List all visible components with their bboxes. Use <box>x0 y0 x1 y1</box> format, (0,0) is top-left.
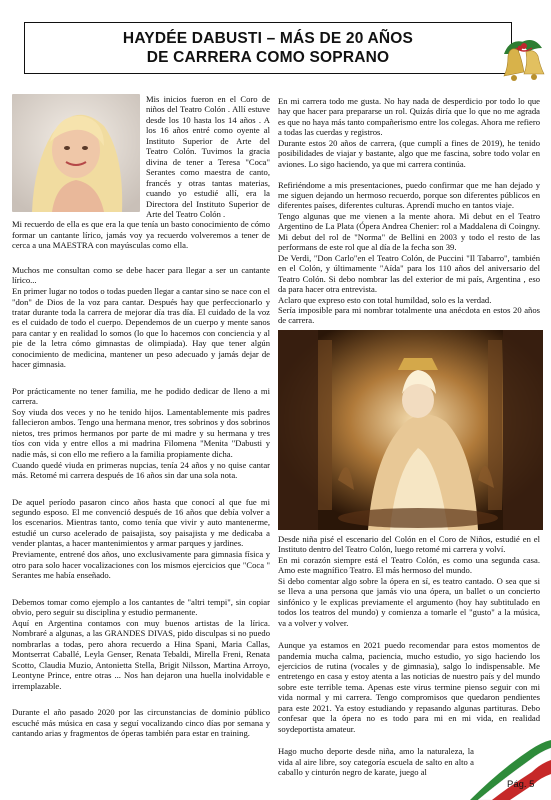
left-paragraph-11: Durante el año pasado 2020 por las circunstancias de dominio público escuché más música en casa y seguí vocalizando cinco días por semana y cantando arias y fragmentos de óperas también para estar en training. <box>12 707 270 738</box>
title-line-1: HAYDÉE DABUSTI – MÁS DE 20 AÑOS <box>122 30 414 47</box>
right-paragraph-7: Sería imposible para mi nombrar totalmente una anécdota en estos 20 años de carrera. <box>278 305 540 326</box>
right-paragraph-5: De Verdi, "Don Carlo"en el Teatro Colón, de Puccini "Il Tabarro", también en el Colón, y últimamente "Aída" para los 110 años del aniversario del Teatro Colón. Si debo nombrar las del exterior de mi país, Argentina , eso da para hacer otra entrevista. <box>278 252 540 295</box>
right-paragraph-6: Aclaro que expreso esto con total humildad, solo es la verdad. <box>278 294 492 305</box>
right-paragraph-10: Si debo comentar algo sobre la ópera en sí, es teatro cantado. O sea que si se lleva a una persona que jamás vio una ópera, un ballet o un concierto sinfónico y le explicas previamente el argumento (hoy hay subtitulado en todos los teatros del mundo) y comienza a tomarle el "gusto" a la música, va a volver y volver. <box>278 575 540 628</box>
left-paragraph-6: Cuando quedé viuda en primeras nupcias, tenía 24 años y no quise cantar más. Retomé mi carrera después de 16 años sin dar una sola nota. <box>12 459 270 481</box>
right-paragraph-11: Aunque ya estamos en 2021 puedo recomendar para estos momentos de pandemia mucha calma, paciencia, mucho estudio, yo sigo haciendo los ejercicios de rutina (vocales y de gimnasia), salgo lo indispensable. Me entretengo en casa y estoy atenta a las noticias de nuestro país y del mundo sobre este terrible tema. Apenas este virus termine pienso seguir con mi vida normal y mi carrera. Tengo compromisos que quedaron pendientes para este 2021. Ya estoy estudiando y repasando algunas partituras. Debo confesar que la ópera no es todo para mi en mi vida, en realidad soydeportista amateur. <box>278 640 540 734</box>
right-paragraph-1: En mi carrera todo me gusta. No hay nada de desperdicio por todo lo que hay que hacer para prepararse un rol. Quizás diría que lo que no me agrada es que no haya más tanto compañerismo entre los colegas. Ahora me refiero a todas las cuerdas y registros. <box>278 96 540 138</box>
portrait-photo <box>12 94 140 212</box>
left-paragraph-2: Muchos me consultan como se debe hacer para llegar a ser un cantante lírico... <box>12 264 270 286</box>
title-line-2: DE CARRERA COMO SOPRANO <box>146 49 390 66</box>
left-paragraph-4: Por prácticamente no tener familia, me he podido dedicar de lleno a mi carrera. <box>12 385 270 407</box>
right-paragraph-12: Hago mucho deporte desde niña, amo la naturaleza, la vida al aire libre, soy categoría escuela de salto en alto a caballo y cinturón negro de karate, juego al <box>278 746 474 778</box>
christmas-bells-icon <box>500 36 546 88</box>
left-column <box>12 94 270 749</box>
left-paragraph-8: Previamente, entrené dos años, uno exclusivamente para gimnasia física y otro para solo hacer vocalizaciones con los mismos ejercicios que "Coca " Serantes me había enseñado. <box>12 549 270 581</box>
right-paragraph-3: Refiriéndome a mis presentaciones, puedo confirmar que me han dejado y me siguen dejando un hermoso recuerdo, porque son diferentes públicos en diferentes países, diferentes culturas. Aprendí mucho en tantos viaje. <box>278 179 540 211</box>
intro-text: Mis inicios fueron en el Coro de niños del Teatro Colón . Allí estuve desde los 10 hasta los 14 años . A los 16 años entré como oyente al Instituto Superior de Arte del Teatro Colón. Tuvimos la gracia divina de tener a Teresa "Coca" Serantes como maestra de canto, francés y otras tantas materias, cuando yo estudié allí, era la Directora del Instituto Superior de Arte del Teatro Colón . <box>146 94 270 219</box>
left-paragraph-10: Aquí en Argentina contamos con muy buenos artistas de la lírica. Nombraré a algunas, a las GRANDES DIVAS, pido disculpas si no puedo nombrarlas a todas, pero ahora recuerdo a Hina Spani, Maria Callas, Montserrat Caballé, Leyla Genser, Renata Tebaldi, Mirella Freni, Renata Scotto, Claudia Muzio, Antonietta Stella, Brigit Nilsson, Martina Arroyo, Leontyne Prince, entre otras ... Nos han dejaron una huella inolvidable e irremplazable. <box>12 617 270 691</box>
right-paragraph-4: Tengo algunas que me vienen a la mente ahora. Mi debut en el Teatro Argentino de La Plata (Ópera Andrea Chenier: rol a Maddalena di Coingny. Mi debut del rol de "Norma" de Bellini en 2003 y todo el resto de las performans de este rol que al día de la fecha son 39. <box>278 210 540 253</box>
right-paragraph-9: En mi corazón siempre está el Teatro Colón, es como una segunda casa. Amo este magnífico Teatro. El más hermoso del mundo. <box>278 554 540 576</box>
left-paragraph-1: Mi recuerdo de ella es que era la que tenía un basto conocimiento de cómo formar un cantante lírico, jamás voy ya recuerdo volveremos a tener de cerca a una MAESTRA con mayúsculas como ella. <box>12 219 270 251</box>
title-box <box>24 22 512 74</box>
left-paragraph-7: De aquel período pasaron cinco años hasta que conocí al que fue mi segundo esposo. El me convenció después de 16 años que debía volver a los escenarios. Mientras tanto, como tenía que vivir y auto mantenerme, estudié un curso acelerado de paisajista, soy paisajista y me dedicaba a vender plantas, a hacer mantenimientos y armar parques y jardines. <box>12 496 270 549</box>
left-paragraph-3: En primer lugar no todos o todas pueden llegar a cantar sino se nace con el "don" de Dios de la voz para cantar. Después hay que perfeccionarlo y tratar durante toda la carrera de mejorar día tras día. El cuidado de la voz es el cuidado de todo el cuerpo. Dependemos de un cuerpo y mente sanos para cantar y en realidad lo somos (lo que lo hacemos con conciencia y al pie de la letra cómo gimnastas de olimpiada). Hay que tener algún conocimiento de medicina, mantener un peso adecuado y jamás dejar de hacer gimnasia. <box>12 286 270 370</box>
right-paragraph-8: Desde niña pisé el escenario del Colón en el Coro de Niños, estudié en el Instituto dentro del Teatro Colón, luego retomé mi carrera y volví. <box>278 534 540 555</box>
page-number: Pág. 5 <box>507 779 535 790</box>
right-paragraph-2: Durante estos 20 años de carrera, (que cumplí a fines de 2019), he tenido posibilidades de viajar y bastante, algo que me fascina, sobre todo volar en aviones. Lo sigo haciendo, ya que mi carrera continúa. <box>278 137 540 169</box>
right-column-top <box>278 96 540 336</box>
opera-stage-photo <box>278 330 543 530</box>
left-paragraph-9: Debemos tomar como ejemplo a los cantantes de "altri tempi", sin copiar obvio, pero seguir su disciplina y estudio permanente. <box>12 596 270 618</box>
left-paragraph-5: Soy viuda dos veces y no he tenido hijos. Lamentablemente mis padres fallecieron ambos. Tengo una hermana menor, tres sobrinos y dos sobrinos nietos, tres primos hermanos por parte de mi madre y su hermana y tres tíos con vida y entre ellos a mi madrina Filomena "Menita "Dabusti y nadie más, si con ello me refiero a la familia propiamente dicha. <box>12 407 270 459</box>
